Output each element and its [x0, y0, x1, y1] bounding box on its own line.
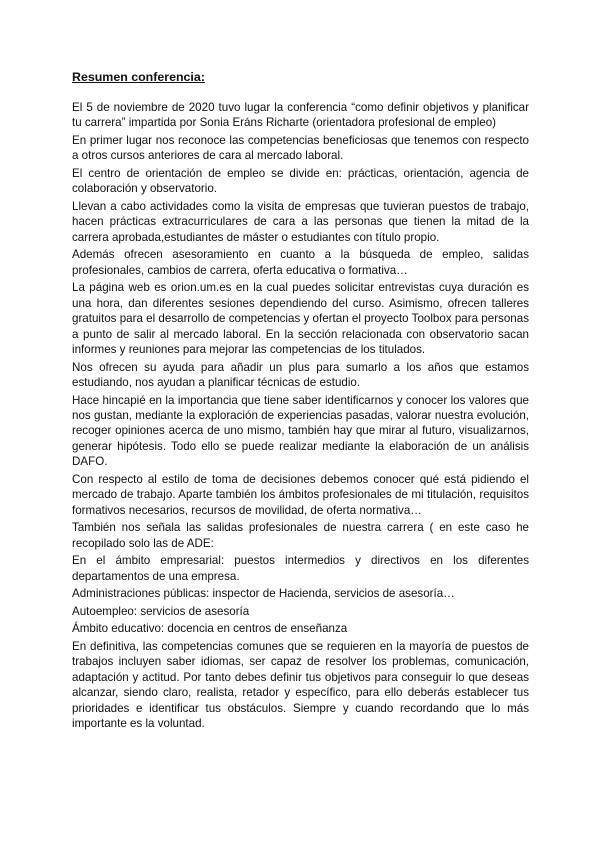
paragraph-conference-intro: El 5 de noviembre de 2020 tuvo lugar la conferencia “como definir objetivos y planificar tu carrera” impartida por Sonia Eráns Richarte (orientadora profesional de empleo) — [72, 101, 529, 130]
paragraph-self-knowledge: Hace hincapié en la importancia que tiene saber identificarnos y conocer los valores que nos gustan, mediante la exploración de experiencias pasadas, valorar nuestra evolución, recoger opiniones acerca de uno mismo, también hay que mirar al futuro, visualizarnos, generar hipótesis. Todo ello se puede realizar mediante la elaboración de un análisis DAFO. — [72, 393, 529, 469]
paragraph-competencies: En primer lugar nos reconoce las competencias beneficiosas que tenemos con respecto a otros cursos anteriores de cara al mercado laboral. — [72, 134, 529, 163]
paragraph-self-employment: Autoempleo: servicios de asesoría — [72, 604, 250, 618]
paragraph-public-administration: Administraciones públicas: inspector de Hacienda, servicios de asesoría… — [72, 587, 455, 601]
paragraph-website: La página web es orion.um.es en la cual puedes solicitar entrevistas cuya duración es una hora, dan diferentes sesiones dependiendo del curso. Asimismo, ofrecen talleres gratuitos para el desarrollo de competencias y ofertan el proyecto Toolbox para personas a punto de salir al mercado laboral. En la sección relacionada con observatorio sacan informes y reuniones para mejorar las competencias de los titulados. — [72, 281, 529, 357]
document-title: Resumen conferencia: — [72, 70, 205, 84]
paragraph-business-field: En el ámbito empresarial: puestos intermedios y directivos en los diferentes departamentos de una empresa. — [72, 554, 529, 583]
paragraph-career-outlets: También nos señala las salidas profesionales de nuestra carrera ( en este caso he recopilado solo las de ADE: — [72, 521, 529, 550]
paragraph-education-field: Ámbito educativo: docencia en centros de enseñanza — [72, 622, 348, 636]
paragraph-help: Nos ofrecen su ayuda para añadir un plus para sumarlo a los años que estamos estudiando, nos ayudan a planificar técnicas de estudio. — [72, 360, 529, 390]
paragraph-decisions: Con respecto al estilo de toma de decisiones debemos conocer qué está pidiendo el mercado de trabajo. Aparte también los ámbitos profesionales de mi titulación, requisitos formativos necesarios, recursos de movilidad, de oferta normativa… — [72, 472, 529, 517]
paragraph-advice: Además ofrecen asesoramiento en cuanto a la búsqueda de empleo, salidas profesionales, cambios de carrera, oferta educativa o formativa… — [72, 248, 529, 277]
paragraph-activities: Llevan a cabo actividades como la visita de empresas que tuvieran puestos de trabajo, hacen prácticas extracurriculares de cara a las personas que tienen la mitad de la carrera aprobada,estudiantes de máster o estudiantes con título propio. — [72, 200, 529, 244]
document-body — [72, 100, 529, 731]
paragraph-conclusion: En definitiva, las competencias comunes que se requieren en la mayoría de puestos de trabajos incluyen saber idiomas, ser capaz de resolver los problemas, comunicación, adaptación y actitud. Por tanto debes definir tus objetivos para conseguir lo que deseas alcanzar, siendo claro, realista, retador y específico, para ello deberás establecer tus prioridades e identificar tus obstáculos. Siempre y cuando recordando que lo más importante es la voluntad. — [72, 640, 529, 731]
paragraph-center-divisions: El centro de orientación de empleo se divide en: prácticas, orientación, agencia de colaboración y observatorio. — [72, 167, 529, 196]
